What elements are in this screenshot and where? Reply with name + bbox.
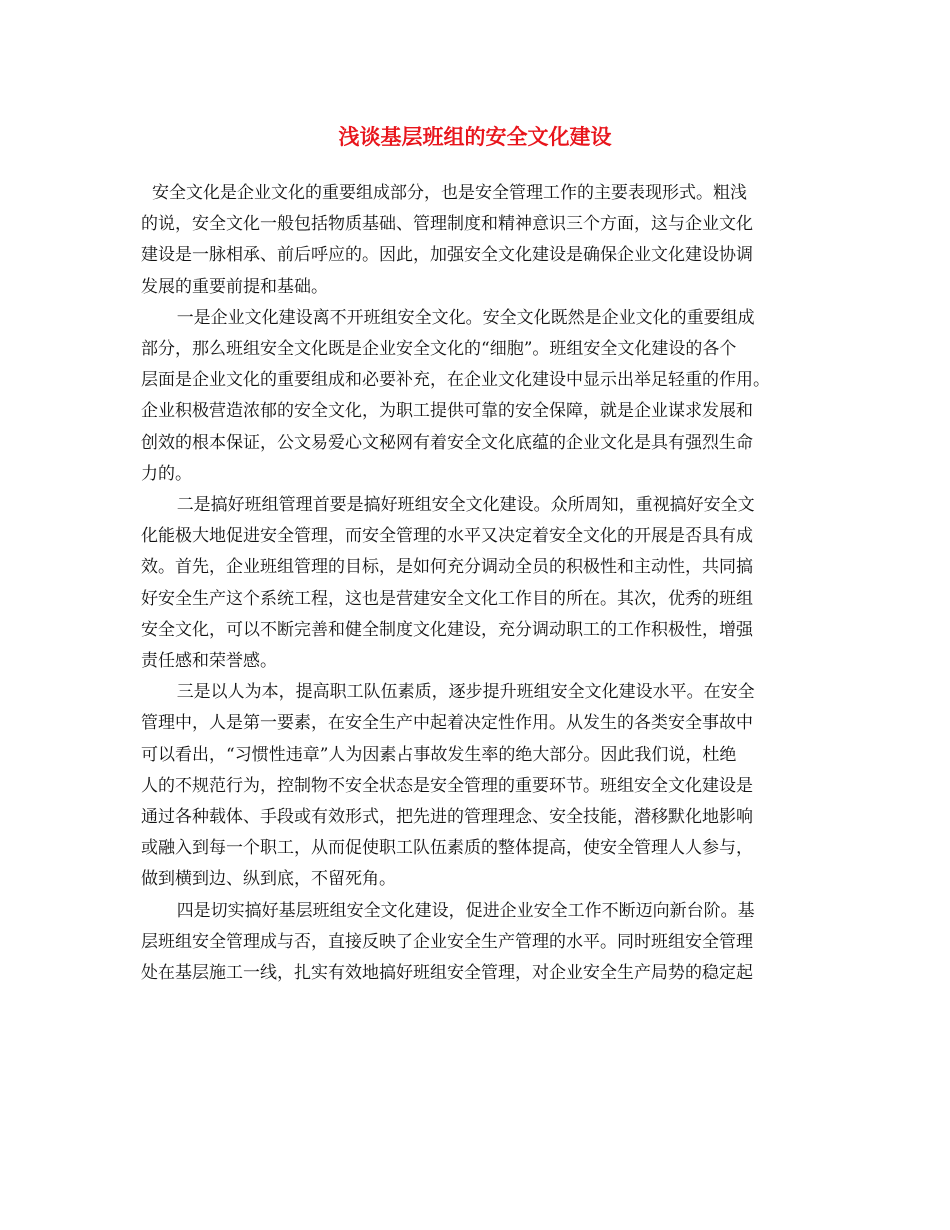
paragraph-intro: [141, 178, 812, 303]
text-line: 通过各种载体、手段或有效形式，把先进的管理理念、安全技能，潜移默化地影响: [141, 807, 753, 828]
paragraph-point-one: [141, 303, 812, 490]
text-line: 力的。: [141, 463, 192, 484]
text-line: 责任感和荣誉感。: [141, 651, 277, 672]
text-line: 人的不规范行为，控制物不安全状态是安全管理的重要环节。班组安全文化建设是: [141, 775, 753, 796]
text-line: 好安全生产这个系统工程，这也是营建安全文化工作目的所在。其次，优秀的班组: [141, 588, 753, 609]
text-line: 安全文化是企业文化的重要组成部分，也是安全管理工作的主要表现形式。粗浅: [152, 183, 748, 203]
text-line: 企业积极营造浓郁的安全文化，为职工提供可靠的安全保障，就是企业谋求发展和: [141, 401, 753, 422]
text-line: 做到横到边、纵到底，不留死角。: [141, 869, 396, 890]
text-line: 的说，安全文化一般包括物质基础、管理制度和精神意识三个方面，这与企业文化: [141, 214, 753, 235]
document-title: 浅谈基层班组的安全文化建设: [338, 125, 612, 149]
paragraph-point-three: [141, 677, 812, 895]
paragraph-point-four: [141, 896, 812, 990]
text-line: 创效的根本保证，公文易爱心文秘网有着安全文化底蕴的企业文化是具有强烈生命: [141, 432, 753, 453]
text-line: 发展的重要前提和基础。: [141, 276, 328, 297]
text-line: 可以看出，“习惯性违章”人为因素占事故发生率的绝大部分。因此我们说，杜绝: [141, 744, 737, 765]
text-line: 部分，那么班组安全文化既是企业安全文化的“细胞”。班组安全文化建设的各个: [141, 339, 737, 360]
text-line: 三是以人为本，提高职工队伍素质，逐步提升班组安全文化建设水平。在安全: [176, 682, 755, 703]
text-line: 效。首先，企业班组管理的目标，是如何充分调动全员的积极性和主动性，共同搞: [141, 557, 753, 578]
text-line: 或融入到每一个职工，从而促使职工队伍素质的整体提高，使安全管理人人参与，: [141, 838, 753, 859]
text-line: 一是企业文化建设离不开班组安全文化。安全文化既然是企业文化的重要组成: [176, 307, 755, 328]
text-line: 四是切实搞好基层班组安全文化建设，促进企业安全工作不断迈向新台阶。基: [176, 900, 755, 921]
text-line: 层班组安全管理成与否，直接反映了企业安全生产管理的水平。同时班组安全管理: [141, 931, 753, 952]
text-line: 化能极大地促进安全管理，而安全管理的水平又决定着安全文化的开展是否具有成: [141, 526, 753, 547]
document-body: [141, 178, 812, 989]
text-line: 安全文化，可以不断完善和健全制度文化建设，充分调动职工的工作积极性，增强: [141, 619, 753, 640]
paragraph-point-two: [141, 490, 812, 677]
text-line: 处在基层施工一线，扎实有效地搞好班组安全管理，对企业安全生产局势的稳定起: [141, 963, 753, 984]
text-line: 层面是企业文化的重要组成和必要补充，在企业文化建设中显示出举足轻重的作用。: [141, 370, 770, 391]
text-line: 二是搞好班组管理首要是搞好班组安全文化建设。众所周知，重视搞好安全文: [176, 495, 755, 516]
text-line: 管理中，人是第一要素，在安全生产中起着决定性作用。从发生的各类安全事故中: [141, 713, 753, 734]
text-line: 建设是一脉相承、前后呼应的。因此，加强安全文化建设是确保企业文化建设协调: [141, 245, 753, 266]
